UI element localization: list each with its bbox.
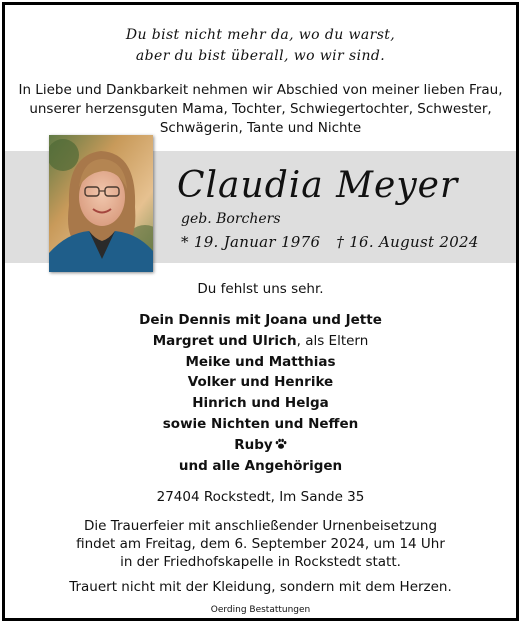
motto-line-2: aber du bist überall, wo wir sind. (135, 48, 386, 64)
service-line-1: Die Trauerfeier mit anschließender Urnenbeisetzung (83, 518, 438, 534)
intro-line-2: unserer herzensguten Mama, Tochter, Schwiegertochter, Schwester, (29, 101, 492, 117)
motto-line-1: Du bist nicht mehr da, wo du warst, (125, 27, 396, 43)
mourners-list (5, 310, 516, 476)
portrait-photo (49, 135, 153, 272)
mourner-line: sowie Nichten und Neffen (162, 415, 359, 432)
portrait-image (49, 135, 153, 272)
parents-note: , als Eltern (296, 332, 369, 349)
mourner-line: Dein Dennis mit Joana und Jette (139, 312, 382, 328)
mourner-line-parents: Margret und Ulrich (152, 332, 297, 349)
motto (5, 25, 516, 67)
mourner-line: Meike und Matthias (185, 353, 336, 370)
deceased-name: Claudia Meyer (177, 165, 459, 206)
intro-line-1: In Liebe und Dankbarkeit nehmen wir Abschied von meiner lieben Frau, (18, 82, 503, 98)
paw-icon (275, 438, 287, 450)
life-dates (181, 233, 479, 251)
service-line-3: in der Friedhofskapelle in Rockstedt statt. (120, 554, 401, 570)
mourner-line: Volker und Henrike (187, 374, 334, 391)
service-line-2: findet am Freitag, dem 6. September 2024, um 14 Uhr (76, 536, 445, 552)
intro-text (5, 81, 516, 138)
closing-line: Trauert nicht mit der Kleidung, sondern mit dem Herzen. (69, 579, 452, 595)
mourner-line: und alle Angehörigen (178, 457, 343, 474)
miss-line: Du fehlst uns sehr. (197, 281, 324, 297)
funeral-home-credit: Oerding Bestattungen (210, 605, 311, 615)
obituary-notice (5, 5, 516, 618)
intro-line-3: Schwägerin, Tante und Nichte (159, 120, 362, 136)
service-info (5, 517, 516, 571)
notice-frame (2, 2, 519, 621)
address: 27404 Rockstedt, Im Sande 35 (156, 489, 365, 505)
death-date: † 16. August 2024 (336, 233, 479, 251)
mourner-line: Hinrich und Helga (192, 395, 329, 412)
birth-date: * 19. Januar 1976 (181, 233, 321, 251)
mourner-line-pet: Ruby (234, 436, 273, 453)
maiden-name: geb. Borchers (181, 211, 281, 227)
